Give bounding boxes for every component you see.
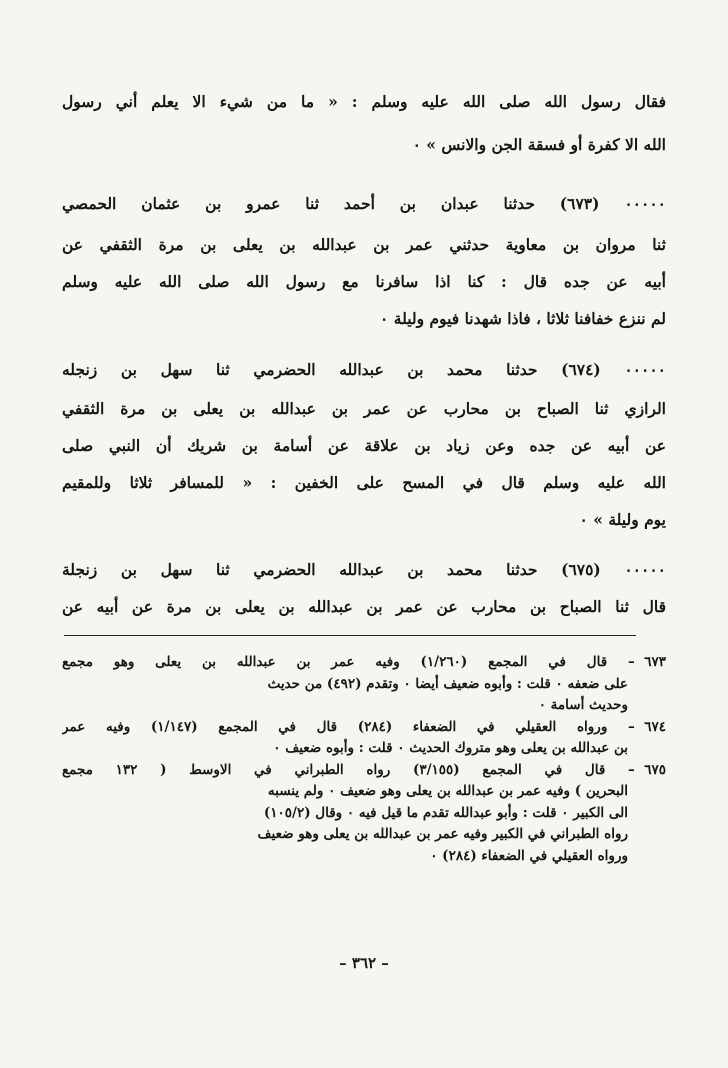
footnote-673 xyxy=(62,652,666,717)
footnote-line: على ضعفه ٠ قلت : وأبوه ضعيف أيضا ٠ وتقدم (٤٩٢) من حديث xyxy=(267,675,628,692)
footnote-text: قال في المجمع (١/٢٦٠) وفيه عمر بن عبدالله بن يعلى وهو مجمع xyxy=(62,654,608,670)
footnote-line: الى الكبير ٠ قلت : وأبو عبدالله تقدم ما قيل فيه ٠ وقال (١٠٥/٢) xyxy=(263,804,628,821)
paragraph-continuation xyxy=(62,88,666,159)
hadith-673 xyxy=(62,190,666,333)
footnote-line: بن عبدالله بن يعلى وهو متروك الحديث ٠ قلت : وأبوه ضعيف ٠ xyxy=(273,740,628,756)
footnote-number: ٦٧٥ – xyxy=(628,761,666,778)
text-line: قال ثنا الصباح بن محارب عن عمر بن عبدالله بن يعلى بن مرة عن أبيه عن xyxy=(62,597,666,616)
footnote-number: ٦٧٤ – xyxy=(628,718,666,735)
text-line: ٠٠٠٠٠ (٦٧٥) حدثنا محمد بن عبدالله الحضرمي ثنا سهل بن زنجلة xyxy=(62,560,666,579)
text-line: أبيه عن جده قال : كنا اذا سافرنا مع رسول الله صلى الله عليه وسلم xyxy=(62,272,666,291)
footnote-line: البحرين ) وفيه عمر بن عبدالله بن يعلى وهو ضعيف ٠ ولم ينسبه xyxy=(267,783,628,799)
footnotes xyxy=(62,652,666,867)
page-number: – ٣٦٢ – xyxy=(339,954,389,972)
text-line: الله الا كفرة أو فسقة الجن والانس » ٠ xyxy=(412,135,666,154)
footnote-674 xyxy=(62,717,666,760)
footnote-text: قال في المجمع (٣/١٥٥) رواه الطبراني في الاوسط ( ١٣٢ مجمع xyxy=(62,761,606,778)
text-line: ٠٠٠٠٠ (٦٧٤) حدثنا محمد بن عبدالله الحضرمي ثنا سهل بن زنجله xyxy=(62,360,666,379)
text-line: فقال رسول الله صلى الله عليه وسلم : « ما من شيء الا يعلم أني رسول xyxy=(62,92,666,111)
footnote-line: رواه الطبراني في الكبير وفيه عمر بن عبدالله بن يعلى وهو ضعيف xyxy=(257,826,628,842)
footnote-line: وحديث أسامة ٠ xyxy=(538,697,628,713)
hadith-674 xyxy=(62,356,666,534)
footnote-line xyxy=(62,760,666,782)
footnote-line: ورواه العقيلي في الضعفاء (٢٨٤) ٠ xyxy=(430,847,628,864)
text-line: الله عليه وسلم قال في المسح على الخفين : « للمسافر ثلاثا وللمقيم xyxy=(62,473,666,492)
text-line: ٠٠٠٠٠ (٦٧٣) حدثنا عبدان بن أحمد ثنا عمرو بن عثمان الحمصي xyxy=(62,194,666,213)
text-line: لم ننزع خفافنا ثلاثا ، فاذا شهدنا فيوم وليلة ٠ xyxy=(380,309,666,328)
text-line: عن أبيه عن جده وعن زياد بن علاقة عن أسامة بن شريك أن النبي صلى xyxy=(62,436,666,455)
text-line: يوم وليلة » ٠ xyxy=(579,510,666,529)
text-line: ثنا مروان بن معاوية حدثني عمر بن عبدالله بن يعلى بن مرة الثقفي عن xyxy=(62,235,666,254)
footnote-675 xyxy=(62,760,666,868)
footnote-line xyxy=(62,717,666,739)
text-line: الرازي ثنا الصباح بن محارب عن عمر بن عبدالله بن يعلى بن مرة الثقفي xyxy=(62,399,666,418)
hadith-675 xyxy=(62,556,666,621)
footnote-line xyxy=(62,652,666,674)
footnote-separator xyxy=(64,635,636,636)
footnote-text: ورواه العقيلي في الضعفاء (٢٨٤) قال في المجمع (١/١٤٧) وفيه عمر xyxy=(62,718,608,735)
footnote-number: ٦٧٣ – xyxy=(627,654,666,670)
